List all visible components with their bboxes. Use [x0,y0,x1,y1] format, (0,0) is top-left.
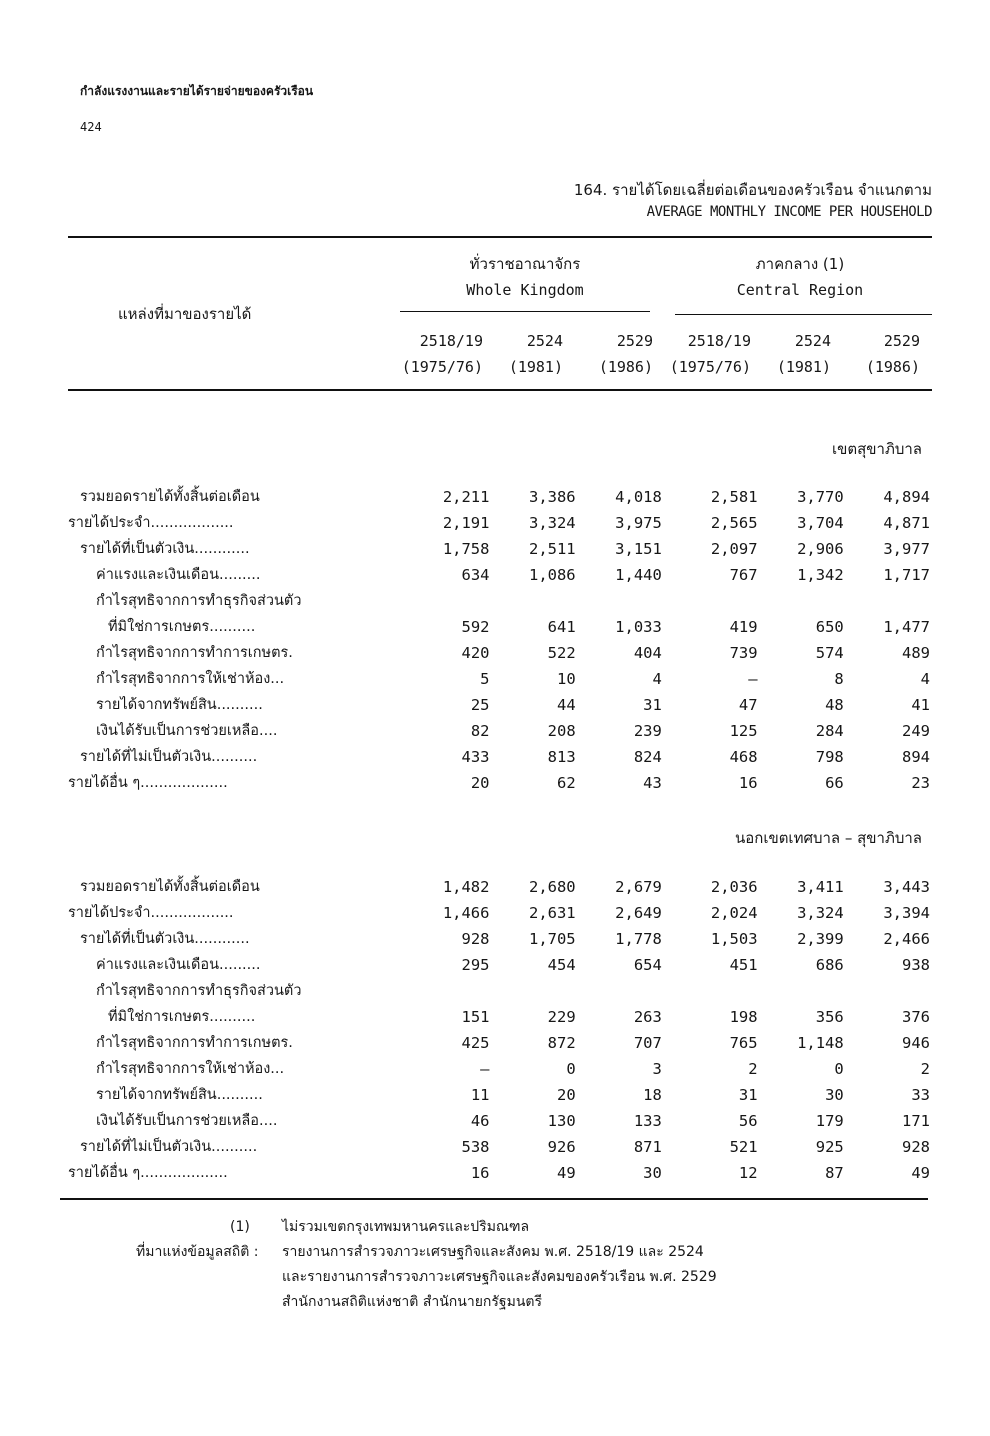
income-table-non-municipal [60,874,930,1186]
value-cell: 451 [729,956,758,974]
group-rule-central-region [675,314,932,315]
value-cell: 1,033 [615,618,662,636]
value-cell: 43 [643,774,662,792]
value-cell: 574 [815,644,844,662]
group-rule-whole-kingdom [400,311,650,312]
value-cell: 489 [902,644,930,662]
value-cell: 133 [633,1112,662,1130]
value-cell: 538 [461,1138,490,1156]
value-cell: 3,975 [615,514,662,532]
value-cell: 3,704 [797,514,844,532]
income-table-sanitary-district [60,484,930,796]
value-cell: 707 [633,1034,662,1052]
value-cell: 4,018 [615,488,662,506]
value-cell: 0 [566,1060,576,1078]
value-cell: 10 [556,670,576,688]
value-cell: 2 [748,1060,758,1078]
value-cell: 3,443 [883,878,930,896]
value-cell [394,588,490,614]
value-cell: 1,342 [797,566,844,584]
value-cell: 634 [461,566,490,584]
value-cell: 2,036 [710,878,758,896]
row-label: เงินได้รับเป็นการช่วยเหลือ.... [96,723,278,739]
value-cell: 454 [547,956,576,974]
page-number: 424 [80,120,102,134]
row-label: ค่าแรงและเงินเดือน......... [96,957,261,973]
value-cell: 641 [547,618,576,636]
table-row [60,978,930,1004]
value-cell: 5 [480,670,490,688]
row-label: ค่าแรงและเงินเดือน......... [96,567,261,583]
value-cell: 263 [633,1008,662,1026]
value-cell [758,978,844,1004]
table-row [60,1030,930,1056]
row-label: กำไรสุทธิจากการทำการเกษตร. [96,645,293,661]
value-cell: 249 [902,722,930,740]
value-cell: 82 [470,722,490,740]
value-cell: 938 [902,956,930,974]
value-cell: 1,717 [883,566,930,584]
value-cell: 767 [729,566,758,584]
value-cell [844,588,930,614]
value-cell: 1,148 [797,1034,844,1052]
table-row [60,1056,930,1082]
table-row [60,640,930,666]
value-cell: 2,211 [442,488,490,506]
value-cell: 3,324 [797,904,844,922]
value-cell: 3 [652,1060,662,1078]
value-cell: 3,770 [797,488,844,506]
table-row [60,718,930,744]
value-cell: 46 [470,1112,490,1130]
row-label: เงินได้รับเป็นการช่วยเหลือ.... [96,1113,278,1129]
table-row [60,1160,930,1186]
value-cell: 33 [911,1086,930,1104]
value-cell: 404 [633,644,662,662]
value-cell: 2,466 [883,930,930,948]
value-cell: 66 [825,774,844,792]
source-line-1: รายงานการสำรวจภาวะเศรษฐกิจและสังคม พ.ศ. 2518/19 และ 2524 [282,1244,704,1260]
value-cell: 198 [729,1008,758,1026]
value-cell: – [480,1060,490,1078]
value-cell [489,978,575,1004]
value-cell: 16 [738,774,758,792]
value-cell: 8 [834,670,844,688]
value-cell: 2,631 [528,904,576,922]
value-cell: 4,871 [883,514,930,532]
section-label-sanitary: เขตสุขาภิบาล [832,440,922,458]
table-row [60,744,930,770]
value-cell: 49 [556,1164,576,1182]
value-cell: 0 [834,1060,844,1078]
row-label: กำไรสุทธิจากการให้เช่าห้อง... [96,1061,285,1077]
row-label: กำไรสุทธิจากการทำธุรกิจส่วนตัว [96,983,302,999]
value-cell [576,978,662,1004]
value-cell: 16 [470,1164,490,1182]
row-label: รายได้ที่เป็นตัวเงิน............ [80,541,250,557]
table-row [60,692,930,718]
value-cell: 179 [815,1112,844,1130]
table-row [60,900,930,926]
row-label: กำไรสุทธิจากการทำการเกษตร. [96,1035,293,1051]
row-label: รวมยอดรายได้ทั้งสิ้นต่อเดือน [80,879,260,895]
value-cell: 1,778 [615,930,662,948]
value-cell: 376 [902,1008,930,1026]
table-row [60,588,930,614]
row-label: รายได้อื่น ๆ................... [68,1165,228,1181]
value-cell: 928 [902,1138,930,1156]
value-cell: 813 [547,748,576,766]
table-row [60,562,930,588]
value-cell: 1,086 [528,566,576,584]
value-cell [489,588,575,614]
value-cell: 4,894 [883,488,930,506]
value-cell: 56 [738,1112,758,1130]
value-cell: 798 [815,748,844,766]
value-cell: 522 [547,644,576,662]
value-cell: 239 [633,722,662,740]
year-header-1: 2518/19 (1975/76) [401,332,483,376]
value-cell: 2,565 [710,514,758,532]
value-cell: 2,097 [710,540,758,558]
table-row [60,874,930,900]
value-cell: 11 [470,1086,490,1104]
value-cell: 3,324 [528,514,576,532]
value-cell: 31 [738,1086,758,1104]
year-header-4: 2518/19 (1975/76) [669,332,751,376]
value-cell: 47 [738,696,758,714]
top-rule [68,236,932,238]
value-cell: 41 [911,696,930,714]
table-row [60,666,930,692]
value-cell: 2,399 [797,930,844,948]
value-cell: 171 [902,1112,930,1130]
value-cell: 23 [911,774,930,792]
table-row [60,510,930,536]
value-cell [576,588,662,614]
row-label: รายได้ที่ไม่เป็นตัวเงิน.......... [80,1139,258,1155]
row-label: รายได้จากทรัพย์สิน.......... [96,1087,263,1103]
table-row [60,1134,930,1160]
section-label-non-municipal: นอกเขตเทศบาล – สุขาภิบาล [734,829,922,847]
source-line-2: และรายงานการสำรวจภาวะเศรษฐกิจและสังคมของครัวเรือน พ.ศ. 2529 [282,1269,717,1285]
row-label: กำไรสุทธิจากการให้เช่าห้อง... [96,671,285,687]
value-cell: 1,758 [442,540,490,558]
value-cell: 2,680 [528,878,576,896]
group-header-whole-kingdom [400,251,650,303]
value-cell: 420 [461,644,490,662]
row-label: รายได้ที่เป็นตัวเงิน............ [80,931,250,947]
value-cell: 3,151 [615,540,662,558]
value-cell: 3,977 [883,540,930,558]
value-cell: 894 [902,748,930,766]
value-cell: 824 [633,748,662,766]
value-cell: – [748,670,758,688]
value-cell: 686 [815,956,844,974]
value-cell: 44 [556,696,576,714]
group-label-english: Central Region [736,281,864,299]
table-row [60,1004,930,1030]
value-cell [844,978,930,1004]
value-cell: 468 [729,748,758,766]
value-cell: 2,906 [797,540,844,558]
value-cell: 87 [825,1164,844,1182]
value-cell: 765 [729,1034,758,1052]
table-row [60,614,930,640]
value-cell: 2 [920,1060,930,1078]
value-cell: 419 [729,618,758,636]
value-cell: 284 [815,722,844,740]
value-cell [662,978,758,1004]
year-header-6: 2529 (1986) [865,332,920,376]
year-header-5: 2524 (1981) [776,332,831,376]
value-cell: 872 [547,1034,576,1052]
value-cell: 3,386 [528,488,576,506]
value-cell: 2,024 [710,904,758,922]
value-cell: 2,511 [528,540,576,558]
row-header-label: แหล่งที่มาของรายได้ [118,305,252,323]
table-row [60,1108,930,1134]
value-cell: 18 [643,1086,662,1104]
table-title-english: AVERAGE MONTHLY INCOME PER HOUSEHOLD [646,204,932,220]
value-cell: 592 [461,618,490,636]
value-cell: 125 [729,722,758,740]
value-cell: 926 [547,1138,576,1156]
row-label: รายได้จากทรัพย์สิน.......... [96,697,263,713]
value-cell: 30 [643,1164,662,1182]
table-row [60,770,930,796]
source-label: ที่มาแห่งข้อมูลสถิติ : [136,1244,259,1260]
value-cell: 25 [470,696,490,714]
value-cell: 295 [461,956,490,974]
value-cell: 425 [461,1034,490,1052]
row-label: รายได้ที่ไม่เป็นตัวเงิน.......... [80,749,258,765]
value-cell: 12 [738,1164,758,1182]
table-row [60,536,930,562]
row-label: ที่มิใช่การเกษตร.......... [108,1009,256,1025]
value-cell: 2,649 [615,904,662,922]
value-cell: 2,679 [615,878,662,896]
group-label-thai: ภาคกลาง (1) [755,255,845,273]
value-cell: 2,581 [710,488,758,506]
value-cell: 1,503 [710,930,758,948]
footnote-text: ไม่รวมเขตกรุงเทพมหานครและปริมณฑล [282,1219,530,1235]
value-cell: 4 [920,670,930,688]
footnote-marker: (1) [230,1219,250,1235]
value-cell: 30 [825,1086,844,1104]
value-cell: 49 [911,1164,930,1182]
bottom-rule [60,1198,928,1200]
value-cell: 871 [633,1138,662,1156]
value-cell: 1,705 [528,930,576,948]
row-label: กำไรสุทธิจากการทำธุรกิจส่วนตัว [96,593,302,609]
value-cell: 946 [902,1034,930,1052]
table-row [60,952,930,978]
value-cell: 654 [633,956,662,974]
value-cell: 20 [470,774,490,792]
value-cell: 20 [556,1086,576,1104]
value-cell: 229 [547,1008,576,1026]
value-cell: 3,411 [797,878,844,896]
value-cell: 62 [556,774,576,792]
year-header-2: 2524 (1981) [508,332,563,376]
value-cell: 3,394 [883,904,930,922]
value-cell: 2,191 [442,514,490,532]
table-row [60,926,930,952]
row-label: รวมยอดรายได้ทั้งสิ้นต่อเดือน [80,489,260,505]
table-row [60,1082,930,1108]
value-cell [662,588,758,614]
source-line-3: สำนักงานสถิติแห่งชาติ สำนักนายกรัฐมนตรี [282,1294,543,1310]
group-header-central-region [675,251,925,303]
header-bottom-rule [68,389,932,391]
value-cell: 433 [461,748,490,766]
value-cell: 1,477 [883,618,930,636]
value-cell: 208 [547,722,576,740]
group-label-english: Whole Kingdom [466,281,584,299]
value-cell: 925 [815,1138,844,1156]
group-label-thai: ทั่วราชอาณาจักร [469,255,581,273]
value-cell: 650 [815,618,844,636]
value-cell: 521 [729,1138,758,1156]
row-label: รายได้ประจำ.................. [68,905,234,921]
value-cell: 48 [825,696,844,714]
value-cell: 31 [643,696,662,714]
year-header-3: 2529 (1986) [598,332,653,376]
row-label: รายได้อื่น ๆ................... [68,775,228,791]
table-row [60,484,930,510]
value-cell: 1,482 [442,878,490,896]
running-title: กำลังแรงงานและรายได้รายจ่ายของครัวเรือน [80,84,314,98]
value-cell: 4 [652,670,662,688]
value-cell: 1,466 [442,904,490,922]
value-cell [758,588,844,614]
table-title-thai: 164. รายได้โดยเฉลี่ยต่อเดือนของครัวเรือน จำแนกตาม [573,181,932,199]
value-cell: 928 [461,930,490,948]
value-cell: 356 [815,1008,844,1026]
value-cell: 130 [547,1112,576,1130]
value-cell: 1,440 [615,566,662,584]
value-cell: 151 [461,1008,490,1026]
row-label: รายได้ประจำ.................. [68,515,234,531]
value-cell [394,978,490,1004]
row-label: ที่มิใช่การเกษตร.......... [108,619,256,635]
value-cell: 739 [729,644,758,662]
